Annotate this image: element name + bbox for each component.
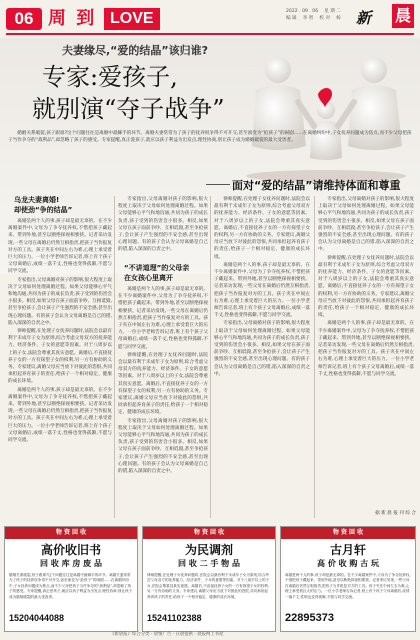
left-paragraph-1: 离婚是两个人的事,孩子却是最无辜的。在不少离婚案件中,父母为了争夺抚养权,不惜把孩子藏起来、带到外地,甚至以断绝探视相要挟。记者采访发现,一些父母在离婚后仍然互相指责,把孩子当作报复对方的工具。孩子夹在中间左右为难,心理上承受着巨大的压力。一位小学老师告诉记者,班上有个孩子父母离婚后,成绩一落千丈,性格也变得孤僻,不愿与同学交流。: [8, 219, 112, 275]
footer-text: 《新晨报》综合分类 · 晨情广告 · 在晨提供 · 晨报网上书屋: [110, 632, 224, 637]
kicker-line: 夫妻缘尽,“爱的结晶”该归谁?: [62, 44, 209, 57]
column-divider-3: [314, 196, 315, 518]
left-subhead-2: 却使劲“争的结晶”: [14, 206, 73, 214]
love-badge: LOVE: [104, 8, 160, 30]
page-number: 06: [6, 8, 42, 30]
column-divider-1: [114, 196, 115, 518]
right-paragraph-4: 专家指出,父母离婚对孩子的影响,很大程度上取决于父母如何处理离婚过程。如果父母能够心平气和地沟通,共同为孩子的成长负责,孩子受到的伤害会小很多。相反,如果父母在孩子面前争吵、互相诋毁,甚至争抢孩子,会让孩子产生强烈的不安全感,甚至出现心理问题。有的孩子会认为父母离婚是自己的错,陷入深深的自责之中。: [318, 197, 414, 253]
left-subhead-1: 乌龙夫妻离婚!: [14, 196, 60, 204]
source-credit: 据 新 晨 报 刊 综 合: [375, 511, 416, 516]
ad-box-1: [4, 526, 138, 632]
mid-column: [118, 286, 208, 518]
right-column-2: [318, 196, 414, 510]
ad-subtitle-3: 高 价 收 购 古 玩: [317, 559, 379, 568]
left-paragraph-4: 离婚是两个人的事,孩子却是最无辜的。在不少离婚案件中,父母为了争夺抚养权,不惜把孩子藏起来、带到外地,甚至以断绝探视相要挟。记者采访发现,一些父母在离婚后仍然互相指责,把孩子当作报复对方的工具。孩子夹在中间左右为难,心理上承受着巨大的压力。一位小学老师告诉记者,班上有个孩子父母离婚后,成绩一落千丈,性格也变得孤僻,不愿与同学交流。: [8, 387, 112, 444]
ad-phone-3: 22895373: [285, 612, 334, 624]
right-paragraph-3: 专家指出,父母离婚对孩子的影响,很大程度上取决于父母如何处理离婚过程。如果父母能够心平气和地沟通,共同为孩子的成长负责,孩子受到的伤害会小很多。相反,如果父母在孩子面前争吵、互相诋毁,甚至争抢孩子,会让孩子产生强烈的不安全感,甚至出现心理问题。有的孩子会认为父母离婚是自己的错,陷入深深的自责之中。: [214, 321, 310, 377]
newspaper-logo: [356, 4, 414, 32]
logo-char-2: 晨: [392, 4, 414, 28]
mid-paragraph-4: 专家指出,父母离婚对孩子的影响,很大程度上取决于父母如何处理离婚过程。如果父母能够心平气和地沟通,共同为孩子的成长负责,孩子受到的伤害会小很多。相反,如果父母在孩子面前争吵、互相诋毁,甚至争抢孩子,会让孩子产生强烈的不安全感,甚至出现心理问题。有的孩子会认为父母离婚是自己的错,陷入深深的自责之中。: [118, 418, 208, 475]
header-rule: [6, 33, 414, 35]
right-paragraph-2: 离婚是两个人的事,孩子却是最无辜的。在不少离婚案件中,父母为了争夺抚养权,不惜把孩子藏起来、带到外地,甚至以断绝探视相要挟。记者采访发现,一些父母在离婚后仍然互相指责,把孩子当作报复对方的工具。孩子夹在中间左右为难,心理上承受着巨大的压力。一位小学老师告诉记者,班上有个孩子父母离婚后,成绩一落千丈,性格也变得孤僻,不愿与同学交流。: [214, 262, 310, 319]
right-paragraph-1: 律师提醒,在处理子女抚养问题时,法院会以最有利于未成年子女为原则,综合考虑父母双方的抚养能力、经济条件、子女的意愿等因素。对于八周岁以上的子女,法院会尊重其真实意愿。离婚后,不直接抚养子女的一方有探望子女的权利,另一方有协助的义务。专家建议,离婚父母应当放下对彼此的怨恨,共同承担起养育孩子的责任,给孩子一个相对稳定、健康的成长环境。: [214, 197, 310, 260]
ad-header-2: 物 资 回 收: [143, 527, 275, 539]
mid-paragraph-3: 律师提醒,在处理子女抚养问题时,法院会以最有利于未成年子女为原则,综合考虑父母双方的抚养能力、经济条件、子女的意愿等因素。对于八周岁以上的子女,法院会尊重其真实意愿。离婚后,不直接抚养子女的一方有探望子女的权利,另一方有协助的义务。专家建议,离婚父母应当放下对彼此的怨恨,共同承担起养育孩子的责任,给孩子一个相对稳定、健康的成长环境。: [118, 352, 208, 416]
right-section-title: 面对“爱的结晶”请维持体面和尊重: [232, 179, 401, 192]
issue-date: 2022 . 09 . 06 星 期 二: [286, 9, 341, 14]
mid-subhead-1: “不讲道理”的父母亲: [124, 264, 190, 272]
left-paragraph-3: 律师提醒,在处理子女抚养问题时,法院会以最有利于未成年子女为原则,综合考虑父母双方的抚养能力、经济条件、子女的意愿等因素。对于八周岁以上的子女,法院会尊重其真实意愿。离婚后,不直接抚养子女的一方有探望子女的权利,另一方有协助的义务。专家建议,离婚父母应当放下对彼此的怨恨,共同承担起养育孩子的责任,给孩子一个相对稳定、健康的成长环境。: [8, 329, 112, 385]
left-column: [8, 218, 112, 518]
mid-paragraph-2: 离婚是两个人的事,孩子却是最无辜的。在不少离婚案件中,父母为了争夺抚养权,不惜把孩子藏起来、带到外地,甚至以断绝探视相要挟。记者采访发现,一些父母在离婚后仍然互相指责,把孩子当作报复对方的工具。孩子夹在中间左右为难,心理上承受着巨大的压力。一位小学老师告诉记者,班上有个孩子父母离婚后,成绩一落千丈,性格也变得孤僻,不愿与同学交流。: [118, 287, 208, 350]
right-paragraph-5: 律师提醒,在处理子女抚养问题时,法院会以最有利于未成年子女为原则,综合考虑父母双方的抚养能力、经济条件、子女的意愿等因素。对于八周岁以上的子女,法院会尊重其真实意愿。离婚后,不直接抚养子女的一方有探望子女的权利,另一方有协助的义务。专家建议,离婚父母应当放下对彼此的怨恨,共同承担起养育孩子的责任,给孩子一个相对稳定、健康的成长环境。: [318, 255, 414, 319]
ad-phone-2: 15241102388: [147, 613, 202, 623]
lead-paragraph: 婚姻关系破裂,孩子跟谁?这个问题往往是离婚中最棘手的环节。离婚夫妻常常为了孩子的抚养权争得不可开交,甚至演变为“抢孩子”的闹剧……在离婚纠纷中,子女抚养问题成为焦点,而不少父母把孩子当作争夺的“战利品”,却忽略了孩子的感受。专家提醒,真正爱孩子,就应以孩子利益为出发点,理性协商,别让孩子成为婚姻破裂的最大受害者。: [8, 131, 412, 144]
ad-subtitle-2: 回 收 二 手 物 品: [178, 559, 240, 568]
ad-title-1: 高价收旧书: [40, 543, 101, 557]
ad-phone-1: 15204044088: [9, 613, 65, 623]
section-name: 周 到: [48, 8, 97, 29]
ad-box-3: [280, 526, 416, 632]
ad-text-3: 离婚是两个人的事,孩子却是最无辜的。在不少离婚案件中,父母为了争夺抚养权,不惜把孩子藏起来、带到外地,甚至以断绝探视相要挟。记者采访发现,一些父母在离婚后仍然互相指责,把孩子当作报复对方的工具。孩子夹在中间左右为难,心理上承受着巨大的压力。一位小学老师告诉记者,班上有个孩子父母离婚后,成绩一落千丈,性格也变得孤僻,不愿与同学交流。: [285, 573, 411, 599]
left-paragraph-2: 专家指出,父母离婚对孩子的影响,很大程度上取决于父母如何处理离婚过程。如果父母能够心平气和地沟通,共同为孩子的成长负责,孩子受到的伤害会小很多。相反,如果父母在孩子面前争吵、互相诋毁,甚至争抢孩子,会让孩子产生强烈的不安全感,甚至出现心理问题。有的孩子会认为父母离婚是自己的错,陷入深深的自责之中。: [8, 277, 112, 326]
ad-text-1: 婚姻关系破裂,孩子跟谁?这个问题往往是离婚中最棘手的环节。离婚夫妻常常为了孩子的抚养权争得不可开交,甚至演变为“抢孩子”的闹剧……在离婚纠纷中,子女抚养问题成为焦点,而不少父母把孩子当作争夺的“战利品”,却忽略了孩子的感受。专家提醒,真正爱孩子,就应以孩子利益为出发点,理性协商,别让孩子成为婚姻破裂的最大受害者。: [9, 573, 133, 599]
right-column-1: [214, 196, 310, 518]
ad-box-2: [142, 526, 276, 632]
title-rule: [206, 184, 230, 185]
ad-subtitle-1: 回 收 库 房 废 品: [40, 559, 102, 568]
masthead: [0, 0, 420, 38]
page-footer: [0, 630, 420, 640]
headline-line-2: 就别演“夺子战争”: [32, 95, 225, 123]
family-figures-illustration: [236, 42, 416, 192]
date-block: [286, 8, 341, 22]
right-paragraph-6: 离婚是两个人的事,孩子却是最无辜的。在不少离婚案件中,父母为了争夺抚养权,不惜把孩子藏起来、带到外地,甚至以断绝探视相要挟。记者采访发现,一些父母在离婚后仍然互相指责,把孩子当作报复对方的工具。孩子夹在中间左右为难,心理上承受着巨大的压力。一位小学老师告诉记者,班上有个孩子父母离婚后,成绩一落千丈,性格也变得孤僻,不愿与同学交流。: [318, 321, 414, 377]
logo-char-1: 新: [356, 9, 372, 27]
ad-text-2: 律师提醒,在处理子女抚养问题时,法院会以最有利于未成年子女为原则,综合考虑父母双方的抚养能力、经济条件、子女的意愿等因素。对于八周岁以上的子女,法院会尊重其真实意愿。离婚后,不直接抚养子女的一方有探望子女的权利,另一方有协助的义务。专家建议,离婚父母应当放下对彼此的怨恨,共同承担起养育孩子的责任,给孩子一个相对稳定、健康的成长环境。: [147, 573, 270, 599]
ad-title-3: 古月轩: [329, 543, 366, 557]
mid-subhead-2: 在女孩心里离开: [124, 274, 173, 282]
column-divider-2: [210, 196, 211, 518]
ad-header-1: 物 资 回 收: [5, 527, 137, 539]
headline-line-1: 专家:爱孩子,: [42, 63, 178, 91]
editor-line: 编 辑 李 智 校 对 杨: [286, 16, 341, 21]
ad-header-3: 物 资 回 收: [281, 527, 415, 539]
ad-title-2: 为民调剂: [184, 543, 233, 557]
mid-column-top: [118, 196, 208, 260]
mid-paragraph-1: 专家指出,父母离婚对孩子的影响,很大程度上取决于父母如何处理离婚过程。如果父母能够心平气和地沟通,共同为孩子的成长负责,孩子受到的伤害会小很多。相反,如果父母在孩子面前争吵、互相诋毁,甚至争抢孩子,会让孩子产生强烈的不安全感,甚至出现心理问题。有的孩子会认为父母离婚是自己的错,陷入深深的自责之中。: [118, 197, 208, 253]
